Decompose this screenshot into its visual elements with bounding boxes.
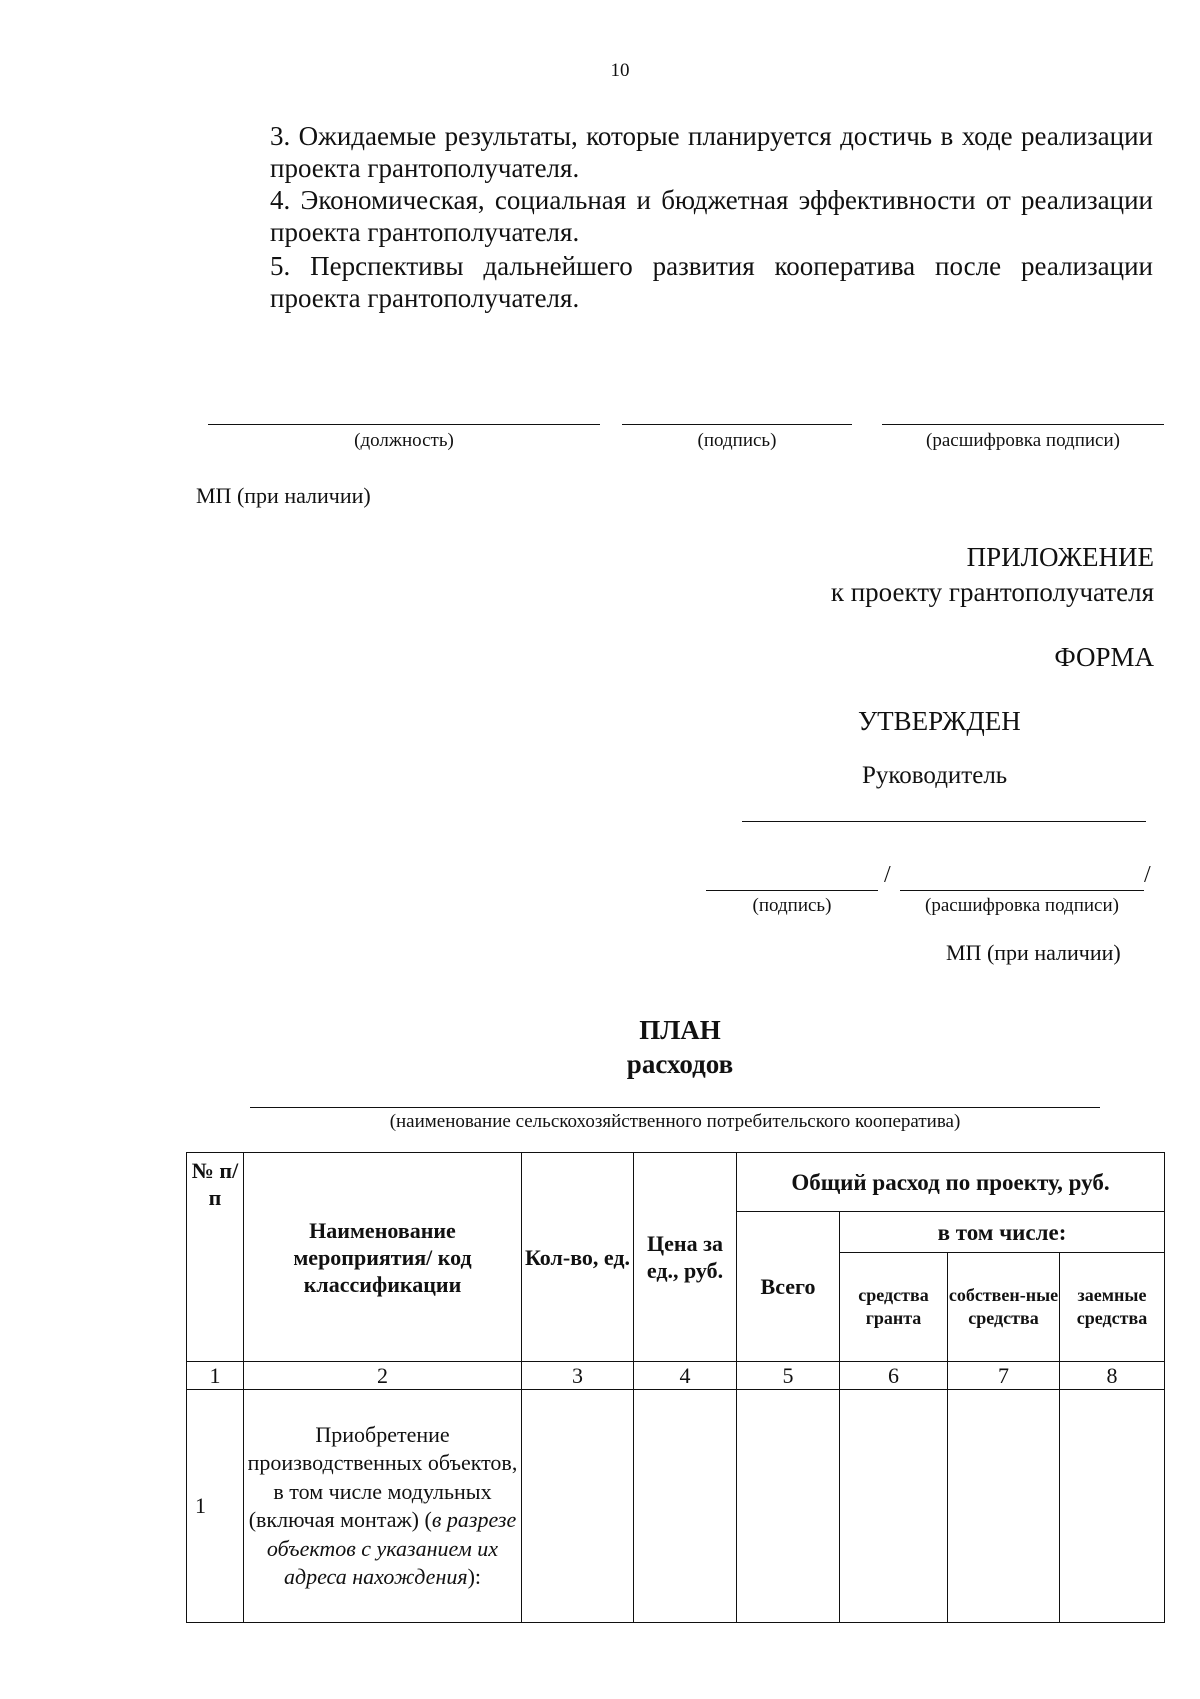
header-price: Цена за ед., руб.: [634, 1153, 737, 1362]
seal-note: МП (при наличии): [196, 483, 371, 508]
head-name-line: [742, 821, 1146, 822]
header-total-group: Общий расход по проекту, руб.: [737, 1153, 1165, 1212]
org-name-line: [250, 1107, 1100, 1108]
header-qty: Кол-во, ед.: [522, 1153, 634, 1362]
row-total: [737, 1390, 840, 1623]
column-number: 4: [634, 1362, 737, 1390]
appendix-subtitle: к проекту грантополучателя: [830, 577, 1154, 607]
approved-label: УТВЕРЖДЕН: [858, 706, 1021, 736]
position-line: [208, 424, 600, 425]
row-qty: [522, 1390, 634, 1623]
header-including: в том числе:: [840, 1212, 1165, 1253]
row-price: [634, 1390, 737, 1623]
column-number: 7: [948, 1362, 1060, 1390]
approval-signature-line: [706, 890, 878, 891]
row-name-end: ):: [467, 1564, 482, 1589]
column-number: 3: [522, 1362, 634, 1390]
approval-decoding-line: [900, 890, 1144, 891]
column-number: 1: [187, 1362, 244, 1390]
paragraph-text: 3. Ожидаемые результаты, которые планируется достичь в ходе реализации проекта грантополучателя.: [270, 121, 1153, 183]
row-own: [948, 1390, 1060, 1623]
plan-subtitle: расходов: [626, 1049, 734, 1079]
signature-line: [622, 424, 852, 425]
slash-separator: /: [884, 862, 891, 888]
paragraph-text: 4. Экономическая, социальная и бюджетная эффективности от реализации проекта грантополучателя.: [270, 185, 1153, 247]
org-name-caption: (наименование сельскохозяйственного потребительского кооператива): [389, 1111, 961, 1132]
header-loan: заемные средства: [1060, 1253, 1165, 1362]
paragraph-3: [196, 120, 1153, 184]
header-total: Всего: [737, 1212, 840, 1362]
column-number: 2: [244, 1362, 522, 1390]
header-name: Наименование мероприятия/ код классификации: [244, 1153, 522, 1362]
header-num: № п/ п: [187, 1153, 244, 1362]
column-number: 6: [840, 1362, 948, 1390]
table-row: [187, 1390, 1165, 1623]
approval-signature-caption: (подпись): [752, 895, 832, 916]
row-name-plain: Приобретение производственных объектов, в том числе модульных (включая монтаж) (: [247, 1421, 518, 1532]
head-role: Руководитель: [862, 762, 1008, 789]
form-label: ФОРМА: [1054, 642, 1154, 672]
paragraph-5: [196, 250, 1153, 314]
expense-plan-table: [186, 1152, 1165, 1623]
row-num: 1: [187, 1390, 244, 1623]
appendix-title: ПРИЛОЖЕНИЕ: [966, 542, 1154, 572]
row-loan: [1060, 1390, 1165, 1623]
row-grant: [840, 1390, 948, 1623]
position-caption: (должность): [354, 430, 454, 451]
page-number: 10: [610, 60, 630, 81]
row-name: [244, 1390, 522, 1623]
header-own: собствен-ные средства: [948, 1253, 1060, 1362]
plan-title: ПЛАН: [639, 1015, 721, 1045]
slash-separator: /: [1144, 862, 1151, 888]
decoding-line: [882, 424, 1164, 425]
paragraph-4: [196, 184, 1153, 248]
row-name-italic: в разрезе объектов с указанием их адреса нахождения: [266, 1507, 517, 1589]
column-number: 8: [1060, 1362, 1165, 1390]
approval-decoding-caption: (расшифровка подписи): [925, 895, 1119, 916]
paragraph-text: 5. Перспективы дальнейшего развития кооператива после реализации проекта грантополучателя.: [270, 251, 1153, 313]
decoding-caption: (расшифровка подписи): [926, 430, 1120, 451]
signature-caption: (подпись): [697, 430, 777, 451]
column-number: 5: [737, 1362, 840, 1390]
header-grant: средства гранта: [840, 1253, 948, 1362]
approval-seal-note: МП (при наличии): [946, 940, 1121, 965]
